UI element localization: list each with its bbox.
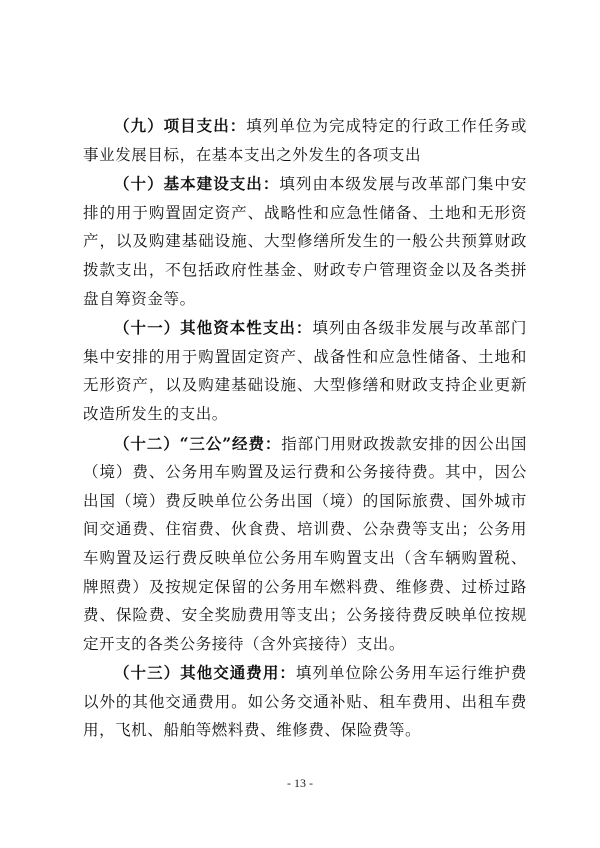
- paragraph-other-transport: [83, 659, 527, 745]
- paragraph-project-expenditure: [83, 112, 527, 169]
- paragraph-heading: （十二）“三公”经费：: [114, 433, 282, 453]
- paragraph-text: 填列单位除公务用车运行维护费以外的其他交通费用。如公务交通补贴、租车费用、出租车费用，飞机、船舶等燃料费、维修费、保险费等。: [83, 664, 527, 740]
- paragraph-other-capital: [83, 314, 527, 428]
- paragraph-heading: （十一）其他资本性支出：: [114, 318, 313, 338]
- paragraph-three-public-funds: [83, 430, 527, 659]
- paragraph-text: 填列由本级发展与改革部门集中安排的用于购置固定资产、战略性和应急性储备、土地和无形资产，以及购建基础设施、大型修缮所发生的一般公共预算财政拨款支出，不包括政府性基金、财政专户管理资金以及各类拼盘自筹资金等。: [83, 175, 527, 308]
- paragraph-text: 指部门用财政拨款安排的因公出国（境）费、公务用车购置及运行费和公务接待费。其中，因公出国（境）费反映单位公务出国（境）的国际旅费、国外城市间交通费、住宿费、伙食费、培训费、公杂费等支出；公务用车购置及运行费反映单位公务用车购置支出（含车辆购置税、牌照费）及按规定保留的公务用车燃料费、维修费、过桥过路费、保险费、安全奖励费用等支出；公务接待费反映单位按规定开支的各类公务接待（含外宾接待）支出。: [83, 434, 527, 653]
- paragraph-text: 填列由各级非发展与改革部门集中安排的用于购置固定资产、战备性和应急性储备、土地和无形资产，以及购建基础设施、大型修缮和财政支持企业更新改造所发生的支出。: [83, 319, 527, 423]
- paragraph-heading: （十）基本建设支出：: [114, 174, 280, 194]
- paragraph-heading: （九）项目支出：: [114, 116, 247, 135]
- paragraph-capital-construction: [83, 170, 527, 313]
- document-body: [83, 112, 527, 746]
- paragraph-heading: （十三）其他交通费用：: [114, 663, 296, 683]
- page-number: - 13 -: [287, 776, 313, 790]
- paragraph-text: 填列单位为完成特定的行政工作任务或事业发展目标，在基本支出之外发生的各项支出: [83, 117, 527, 164]
